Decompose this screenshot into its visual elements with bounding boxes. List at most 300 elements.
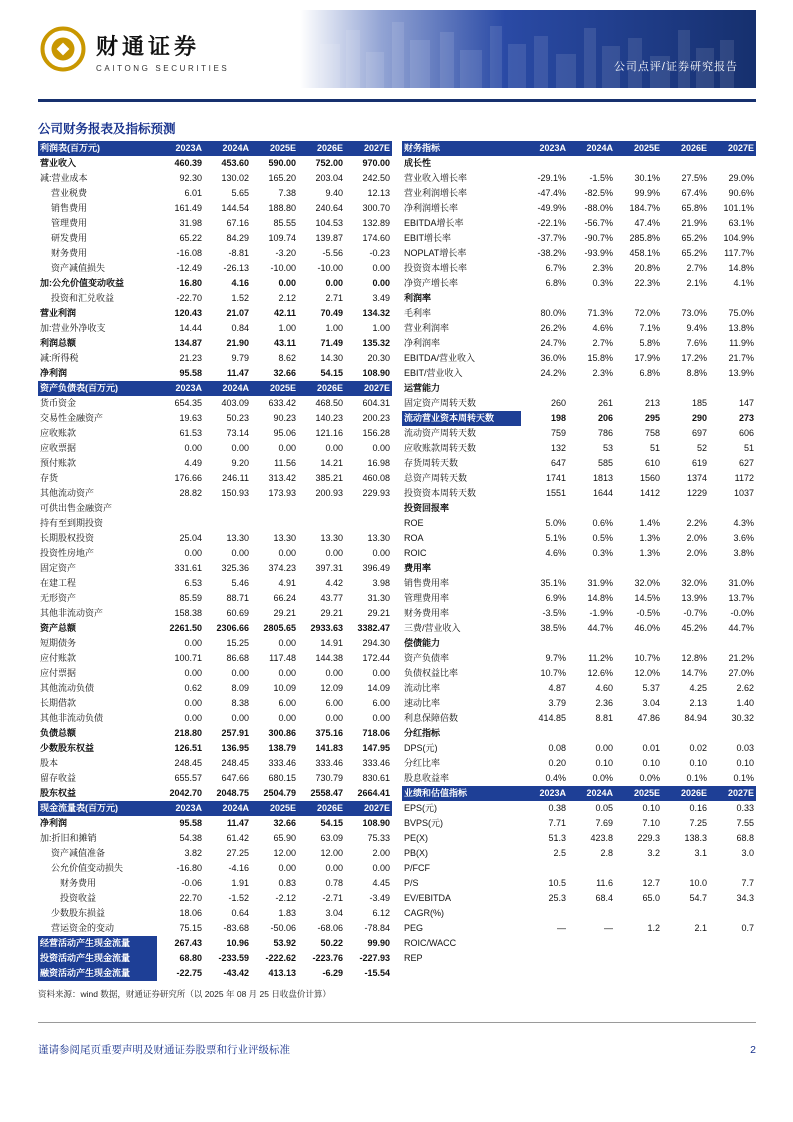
- cell-value: 32.66: [273, 818, 296, 828]
- cell-value: 14.44: [179, 323, 202, 333]
- cell-value: 12.6%: [587, 668, 613, 678]
- cell-value: 633.42: [268, 398, 296, 408]
- cell-value: 0.00: [231, 548, 249, 558]
- row-label: 利息保障倍数: [404, 713, 459, 723]
- footer-disclaimer: 谨请参阅尾页重要声明及财通证券股票和行业评级标准: [38, 1044, 290, 1056]
- cell-value: 9.40: [325, 188, 343, 198]
- cell-value: 144.38: [315, 653, 343, 663]
- row-label: 投资和汇兑收益: [51, 293, 115, 303]
- table-row: [38, 786, 392, 801]
- cell-value: 13.30: [320, 533, 343, 543]
- cell-value: 0.83: [278, 878, 296, 888]
- cell-value: 47.86: [637, 713, 660, 723]
- cell-value: 3.79: [548, 698, 566, 708]
- cell-value: 758: [644, 428, 660, 438]
- cell-value: 51.3: [548, 833, 566, 843]
- page-title: 公司财务报表及指标预测: [38, 122, 176, 136]
- cell-value: 2.8: [600, 848, 613, 858]
- year-header: 2025E: [633, 788, 660, 798]
- cell-value: 229.93: [362, 488, 390, 498]
- cell-value: 1.83: [278, 908, 296, 918]
- cell-value: 108.90: [362, 368, 390, 378]
- row-label: 短期债务: [40, 638, 77, 648]
- cell-value: 295: [644, 413, 660, 423]
- cell-value: 86.68: [226, 653, 249, 663]
- table-row: [402, 516, 756, 531]
- cell-value: 4.49: [184, 458, 202, 468]
- cell-value: 3.2: [647, 848, 660, 858]
- cell-value: 0.00: [184, 713, 202, 723]
- cell-value: 71.49: [320, 338, 343, 348]
- cell-value: 1.00: [278, 323, 296, 333]
- table-row: [402, 576, 756, 591]
- cell-value: 24.2%: [540, 368, 566, 378]
- cell-value: 8.09: [231, 683, 249, 693]
- table-row: [38, 861, 392, 876]
- cell-value: 65.22: [179, 233, 202, 243]
- cell-value: 0.00: [325, 548, 343, 558]
- row-label: PB(X): [404, 848, 429, 858]
- cell-value: 31.30: [367, 593, 390, 603]
- row-label: 营业利润增长率: [404, 188, 468, 198]
- cell-value: [251, 501, 298, 516]
- cell-value: 95.58: [179, 368, 202, 378]
- cell-value: 31.0%: [728, 578, 754, 588]
- cell-value: 0.1%: [686, 773, 707, 783]
- row-label: DPS(元): [404, 743, 438, 753]
- cell-value: 65.2%: [681, 233, 707, 243]
- cell-value: 75.33: [367, 833, 390, 843]
- cell-value: 104.53: [315, 218, 343, 228]
- year-header: 2027E: [727, 788, 754, 798]
- cell-value: 44.7%: [728, 623, 754, 633]
- cell-value: 43.11: [273, 338, 296, 348]
- cell-value: 13.7%: [728, 593, 754, 603]
- cell-value: 0.00: [325, 713, 343, 723]
- cell-value: 65.0: [642, 893, 660, 903]
- table-header-row: [402, 141, 756, 156]
- cell-value: [521, 861, 568, 876]
- cell-value: -3.49: [369, 893, 390, 903]
- cell-value: 67.16: [226, 218, 249, 228]
- cell-value: 140.23: [315, 413, 343, 423]
- row-label: P/S: [404, 878, 419, 888]
- cell-value: 0.00: [184, 668, 202, 678]
- cell-value: -6.29: [322, 968, 343, 978]
- table-row: [38, 951, 392, 966]
- row-label: NOPLAT增长率: [404, 248, 467, 258]
- cell-value: [662, 861, 709, 876]
- cell-value: 53: [602, 443, 613, 453]
- cell-value: 0.00: [278, 548, 296, 558]
- cell-value: 95.58: [179, 818, 202, 828]
- year-header: 2025E: [633, 143, 660, 153]
- cell-value: -78.84: [364, 923, 390, 933]
- cell-value: 1560: [639, 473, 660, 483]
- cell-value: 0.00: [278, 668, 296, 678]
- section-header-row: [402, 561, 756, 576]
- cell-value: 200.93: [315, 488, 343, 498]
- cell-value: 9.79: [231, 353, 249, 363]
- row-label: 投资资本周转天数: [404, 488, 477, 498]
- table-row: [38, 321, 392, 336]
- cell-value: 2504.79: [263, 788, 296, 798]
- footer-divider: [38, 1022, 756, 1023]
- cell-value: 42.11: [273, 308, 296, 318]
- cell-value: 31.98: [179, 218, 202, 228]
- cell-value: -3.5%: [542, 608, 566, 618]
- table-row: [38, 741, 392, 756]
- cell-value: 176.66: [174, 473, 202, 483]
- row-label: 资产减值损失: [51, 263, 106, 273]
- year-header: 2023A: [539, 788, 566, 798]
- cell-value: 60.69: [226, 608, 249, 618]
- row-label: 存货周转天数: [404, 458, 459, 468]
- year-header: 2027E: [363, 143, 390, 153]
- table-row: [38, 516, 392, 531]
- table-header-row: [402, 786, 756, 801]
- cell-value: -90.7%: [584, 233, 613, 243]
- row-label: 公允价值变动损失: [51, 863, 124, 873]
- cell-value: 65.90: [273, 833, 296, 843]
- cell-value: 4.87: [548, 683, 566, 693]
- cell-value: 3.04: [325, 908, 343, 918]
- table-title: 资产负债表(百万元): [40, 383, 118, 393]
- cell-value: 1.3%: [639, 548, 660, 558]
- cell-value: -5.56: [322, 248, 343, 258]
- row-label: 营业利润率: [404, 323, 450, 333]
- cell-value: 14.5%: [634, 593, 660, 603]
- row-label: P/FCF: [404, 863, 430, 873]
- section-header-row: [402, 291, 756, 306]
- row-label: REP: [404, 953, 423, 963]
- page-number: 2: [750, 1043, 756, 1056]
- city-skyline-graphic: [300, 10, 756, 88]
- table-row: [38, 486, 392, 501]
- cell-value: 65.8%: [681, 203, 707, 213]
- cell-value: 4.25: [689, 683, 707, 693]
- cell-value: 3.49: [372, 293, 390, 303]
- cell-value: 21.07: [226, 308, 249, 318]
- cell-value: 970.00: [362, 158, 390, 168]
- cell-value: [157, 516, 204, 531]
- cell-value: 0.0%: [639, 773, 660, 783]
- cell-value: 396.49: [362, 563, 390, 573]
- table-row: [402, 876, 756, 891]
- row-label: PE(X): [404, 833, 429, 843]
- cell-value: 11.9%: [729, 338, 754, 348]
- cell-value: 0.05: [595, 803, 613, 813]
- cell-value: 11.56: [274, 458, 296, 468]
- cell-value: 21.7%: [728, 353, 754, 363]
- table-row: [402, 591, 756, 606]
- cell-value: 73.0%: [681, 308, 707, 318]
- table-row: [402, 231, 756, 246]
- cell-value: 5.65: [231, 188, 249, 198]
- cell-value: 32.0%: [681, 578, 707, 588]
- row-label: 经营活动产生现金流量: [38, 936, 157, 951]
- cell-value: 68.4: [595, 893, 613, 903]
- cell-value: 3.0: [741, 848, 754, 858]
- table-row: [402, 351, 756, 366]
- cell-value: -2.71: [322, 893, 343, 903]
- cell-value: 325.36: [221, 563, 249, 573]
- cell-value: [204, 516, 251, 531]
- row-label: 少数股东权益: [40, 743, 95, 753]
- cell-value: 121.16: [315, 428, 343, 438]
- cell-value: [709, 861, 756, 876]
- cell-value: 2.12: [278, 293, 296, 303]
- cell-value: 12.00: [320, 848, 343, 858]
- cell-value: 13.8%: [728, 323, 754, 333]
- row-label: 加:折旧和摊销: [40, 833, 97, 843]
- table-row: [38, 456, 392, 471]
- cell-value: -1.9%: [589, 608, 613, 618]
- table-row: [38, 276, 392, 291]
- cell-value: 1229: [686, 488, 707, 498]
- cell-value: 2558.47: [310, 788, 343, 798]
- cell-value: 2.71: [325, 293, 343, 303]
- row-label: 管理费用率: [404, 593, 450, 603]
- cell-value: 6.53: [184, 578, 202, 588]
- table-row: [38, 966, 392, 981]
- cell-value: 718.06: [362, 728, 390, 738]
- cell-value: 0.00: [184, 638, 202, 648]
- cell-value: 1.52: [231, 293, 249, 303]
- row-label: 销售费用: [51, 203, 88, 213]
- cell-value: 161.49: [174, 203, 202, 213]
- cell-value: 8.62: [278, 353, 296, 363]
- cell-value: 333.46: [362, 758, 390, 768]
- table-row: [38, 771, 392, 786]
- table-row: [38, 726, 392, 741]
- year-header: 2025E: [269, 383, 296, 393]
- row-label: 留存收益: [40, 773, 77, 783]
- cell-value: 63.1%: [728, 218, 754, 228]
- cell-value: 1.4%: [639, 518, 660, 528]
- row-label: 财务费用: [51, 248, 88, 258]
- cell-value: 6.8%: [639, 368, 660, 378]
- cell-value: 313.42: [268, 473, 296, 483]
- cell-value: [568, 906, 615, 921]
- table-row: [402, 831, 756, 846]
- cell-value: 0.10: [736, 758, 754, 768]
- cell-value: [662, 906, 709, 921]
- cell-value: 242.50: [362, 173, 390, 183]
- cell-value: 173.93: [268, 488, 296, 498]
- cell-value: 7.71: [548, 818, 566, 828]
- row-label: 净利润: [40, 368, 68, 378]
- cell-value: 5.1%: [545, 533, 566, 543]
- cell-value: 397.31: [315, 563, 343, 573]
- cell-value: 1813: [592, 473, 613, 483]
- cell-value: 6.12: [372, 908, 390, 918]
- cell-value: 54.15: [320, 368, 343, 378]
- cell-value: [521, 936, 568, 951]
- cell-value: 0.10: [595, 758, 613, 768]
- cell-value: 4.91: [278, 578, 296, 588]
- cell-value: 0.78: [325, 878, 343, 888]
- cell-value: 100.71: [174, 653, 202, 663]
- cell-value: 7.1%: [639, 323, 660, 333]
- cell-value: 6.01: [184, 188, 202, 198]
- row-label: 存货: [40, 473, 59, 483]
- cell-value: 0.10: [689, 758, 707, 768]
- cell-value: 0.00: [278, 443, 296, 453]
- row-label: 负债总额: [40, 728, 77, 738]
- row-label: 持有至到期投资: [40, 518, 104, 528]
- cell-value: [521, 951, 568, 966]
- row-label: 资产减值准备: [51, 848, 106, 858]
- cell-value: -49.9%: [537, 203, 566, 213]
- cell-value: -0.0%: [730, 608, 754, 618]
- year-header: 2023A: [175, 803, 202, 813]
- table-row: [38, 681, 392, 696]
- cell-value: 15.25: [226, 638, 249, 648]
- cell-value: 9.20: [231, 458, 249, 468]
- cell-value: 136.95: [221, 743, 249, 753]
- table-row: [38, 396, 392, 411]
- cell-value: 0.00: [278, 713, 296, 723]
- cell-value: 109.74: [268, 233, 296, 243]
- cell-value: 13.30: [273, 533, 296, 543]
- row-label: 减:所得税: [40, 353, 79, 363]
- row-label: 研发费用: [51, 233, 88, 243]
- cell-value: 229.3: [637, 833, 660, 843]
- cell-value: 12.0%: [634, 668, 660, 678]
- table-row: [38, 411, 392, 426]
- row-label: ROIC: [404, 548, 427, 558]
- cell-value: 12.09: [320, 683, 343, 693]
- year-header: 2025E: [269, 143, 296, 153]
- cell-value: 0.10: [642, 758, 660, 768]
- table-row: [402, 471, 756, 486]
- row-label: 股息收益率: [404, 773, 450, 783]
- cell-value: 61.42: [226, 833, 249, 843]
- section-header-row: [402, 156, 756, 171]
- cell-value: 460.39: [174, 158, 202, 168]
- row-label: 预付账款: [40, 458, 77, 468]
- table-row: [38, 876, 392, 891]
- cell-value: 0.00: [231, 443, 249, 453]
- cell-value: 248.45: [174, 758, 202, 768]
- cell-value: —: [604, 923, 613, 933]
- row-label: 投资活动产生现金流量: [38, 951, 157, 966]
- table-row: [402, 411, 756, 426]
- table-row: [38, 471, 392, 486]
- cell-value: 5.37: [642, 683, 660, 693]
- row-label: 交易性金融资产: [40, 413, 104, 423]
- cell-value: 2.0%: [686, 548, 707, 558]
- row-label: 净利润率: [404, 338, 441, 348]
- cell-value: 1644: [592, 488, 613, 498]
- cell-value: 68.8: [736, 833, 754, 843]
- cell-value: -16.08: [176, 248, 202, 258]
- cell-value: 20.8%: [634, 263, 660, 273]
- cell-value: 150.93: [221, 488, 249, 498]
- cell-value: [568, 861, 615, 876]
- cell-value: 3.1: [694, 848, 707, 858]
- caitong-coin-logo-icon: [40, 26, 86, 77]
- row-label: 总资产周转天数: [404, 473, 468, 483]
- cell-value: 6.00: [372, 698, 390, 708]
- cell-value: 29.21: [320, 608, 343, 618]
- cell-value: [662, 936, 709, 951]
- cell-value: 647: [550, 458, 566, 468]
- cell-value: -0.5%: [636, 608, 660, 618]
- cell-value: -8.81: [228, 248, 249, 258]
- cell-value: 90.23: [273, 413, 296, 423]
- table-row: [38, 231, 392, 246]
- cell-value: 300.86: [268, 728, 296, 738]
- table-row: [38, 906, 392, 921]
- cell-value: 5.8%: [639, 338, 660, 348]
- row-label: 速动比率: [404, 698, 441, 708]
- cell-value: 16.80: [179, 278, 202, 288]
- year-header: 2027E: [363, 383, 390, 393]
- row-label: 流动资产周转天数: [404, 428, 477, 438]
- cell-value: [709, 936, 756, 951]
- table-row: [38, 261, 392, 276]
- cell-value: 198: [550, 413, 566, 423]
- table-row: [38, 246, 392, 261]
- cell-value: 147.95: [362, 743, 390, 753]
- cell-value: 2.5: [553, 848, 566, 858]
- cell-value: 30.32: [731, 713, 754, 723]
- row-label: 在建工程: [40, 578, 77, 588]
- row-label: 应付账款: [40, 653, 77, 663]
- table-row: [38, 441, 392, 456]
- cell-value: 830.61: [362, 773, 390, 783]
- cell-value: 1374: [686, 473, 707, 483]
- table-row: [38, 561, 392, 576]
- cell-value: 0.03: [736, 743, 754, 753]
- cell-value: [345, 516, 392, 531]
- cell-value: 7.38: [278, 188, 296, 198]
- row-label: 减:营业成本: [40, 173, 88, 183]
- cell-value: 1037: [733, 488, 754, 498]
- table-row: [402, 531, 756, 546]
- table-title: 财务指标: [404, 143, 441, 153]
- cell-value: -3.20: [275, 248, 296, 258]
- cell-value: -56.7%: [584, 218, 613, 228]
- table-row: [38, 426, 392, 441]
- row-label: 分红比率: [404, 758, 441, 768]
- cell-value: 12.7: [642, 878, 660, 888]
- logo-en-text: CAITONG SECURITIES: [96, 64, 230, 73]
- cell-value: [251, 516, 298, 531]
- cell-value: 101.1%: [723, 203, 754, 213]
- cell-value: 52: [696, 443, 707, 453]
- row-label: 净利润增长率: [404, 203, 459, 213]
- cell-value: 655.57: [174, 773, 202, 783]
- cell-value: 460.08: [362, 473, 390, 483]
- row-label: 长期借款: [40, 698, 77, 708]
- cell-value: 0.00: [372, 548, 390, 558]
- cell-value: [298, 516, 345, 531]
- cell-value: 585: [597, 458, 613, 468]
- cell-value: 0.00: [184, 443, 202, 453]
- cell-value: -82.5%: [584, 188, 613, 198]
- table-row: [38, 291, 392, 306]
- cell-value: -26.13: [223, 263, 249, 273]
- cell-value: 126.51: [174, 743, 202, 753]
- logo-cn-text: 财通证券: [96, 34, 201, 59]
- year-header: 2027E: [727, 143, 754, 153]
- cell-value: 0.00: [372, 713, 390, 723]
- cell-value: 2042.70: [169, 788, 202, 798]
- cell-value: 45.2%: [681, 623, 707, 633]
